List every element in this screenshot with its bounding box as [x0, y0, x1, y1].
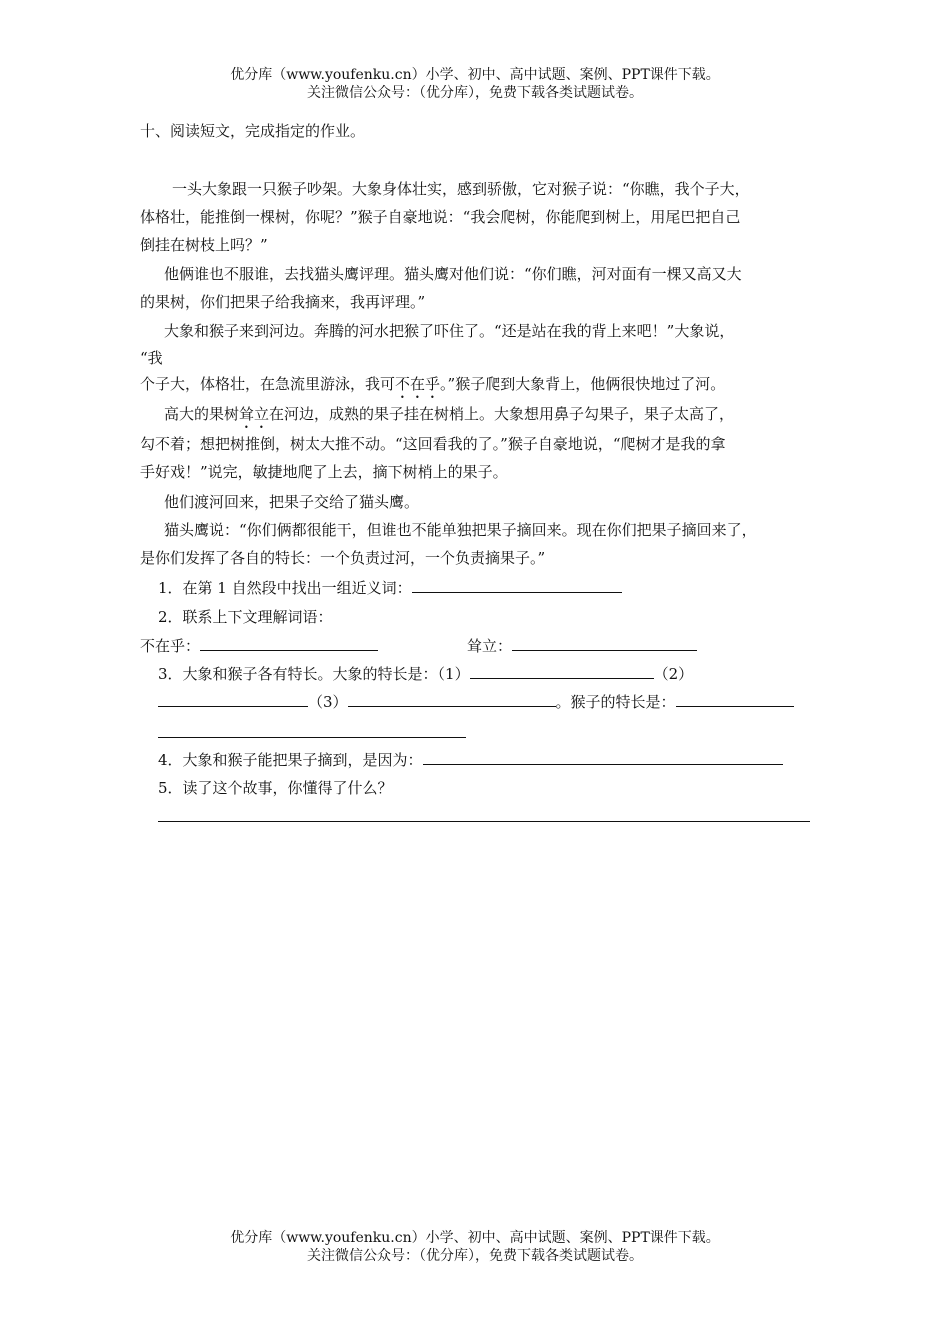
passage-line — [164, 404, 734, 432]
passage-line: “我 — [140, 349, 163, 367]
passage-line — [140, 374, 725, 402]
header-line-1: 优分库（www.youfenku.cn）小学、初中、高中试题、案例、PPT课件下载。 — [230, 67, 720, 83]
question-2-a — [140, 636, 378, 656]
passage-line: 大象和猴子来到河边。奔腾的河水把猴了吓住了。“还是站在我的背上来吧！”大象说， — [164, 322, 735, 340]
answer-blank-q5[interactable] — [158, 821, 810, 822]
section-title: 十、阅读短文，完成指定的作业。 — [140, 122, 366, 140]
answer-blank-monkey-1[interactable] — [676, 692, 794, 707]
question-2: 2．联系上下文理解词语： — [158, 608, 333, 626]
footer-line-1: 优分库（www.youfenku.cn）小学、初中、高中试题、案例、PPT课件下载。 — [230, 1230, 720, 1246]
passage-line: 的果树，你们把果子给我摘来，我再评理。” — [140, 293, 426, 311]
question-2-a-label: 不在乎： — [140, 637, 201, 655]
question-3 — [158, 664, 693, 684]
question-1-text: 1．在第 1 自然段中找出一组近义词： — [158, 579, 412, 597]
question-3-line-2 — [158, 692, 794, 712]
question-3-monkey-label: 。猴子的特长是： — [555, 693, 676, 711]
dotted-word-buzaihu: 不在乎 — [395, 375, 441, 393]
answer-blank-q1[interactable] — [412, 578, 622, 593]
question-3-num-3: （3） — [308, 693, 348, 711]
question-2-b — [467, 636, 697, 656]
passage-line: 体格壮，能推倒一棵树，你呢？”猴子自豪地说：“我会爬树，你能爬到树上，用尾巴把自己 — [140, 208, 741, 226]
passage-line: 他俩谁也不服谁，去找猫头鹰评理。猫头鹰对他们说：“你们瞧，河对面有一棵又高又大 — [164, 265, 742, 283]
answer-blank-elephant-1[interactable] — [470, 664, 654, 679]
passage-text: 高大的果树 — [164, 405, 240, 423]
answer-blank-monkey-2[interactable] — [158, 737, 466, 738]
answer-blank-buzaihu[interactable] — [200, 636, 378, 651]
answer-blank-elephant-2[interactable] — [158, 692, 308, 707]
passage-line: 猫头鹰说：“你们俩都很能干，但谁也不能单独把果子摘回来。现在你们把果子摘回来了， — [164, 521, 757, 539]
page-footer — [0, 1229, 950, 1265]
question-3-text: 3．大象和猴子各有特长。大象的特长是：（1） — [158, 665, 470, 683]
question-2-b-label: 耸立： — [467, 637, 513, 655]
passage-text: 个子大，体格壮，在急流里游泳，我可 — [140, 375, 396, 393]
answer-blank-songli[interactable] — [512, 636, 697, 651]
dotted-word-songli: 耸立 — [239, 405, 270, 423]
passage-line: 勾不着；想把树推倒，树太大推不动。“这回看我的了。”猴子自豪地说，“爬树才是我的拿 — [140, 435, 726, 453]
footer-line-2: 关注微信公众号：（优分库），免费下载各类试题试卷。 — [307, 1248, 643, 1264]
answer-blank-q4[interactable] — [423, 750, 783, 765]
page-header — [0, 66, 950, 102]
passage-line: 倒挂在树枝上吗？” — [140, 236, 268, 254]
passage-line: 是你们发挥了各自的特长：一个负责过河，一个负责摘果子。” — [140, 549, 546, 567]
passage-line: 一头大象跟一只猴子吵架。大象身体壮实，感到骄傲，它对猴子说：“你瞧，我个子大， — [172, 180, 750, 198]
question-3-num-2: （2） — [653, 665, 694, 683]
passage-text: 在河边，成熟的果子挂在树梢上。大象想用鼻子勾果子，果子太高了， — [269, 405, 735, 423]
question-5: 5．读了这个故事，你懂得了什么？ — [158, 779, 393, 797]
question-4 — [158, 750, 783, 770]
header-line-2: 关注微信公众号：（优分库），免费下载各类试题试卷。 — [307, 85, 643, 101]
passage-line: 手好戏！”说完，敏捷地爬了上去，摘下树梢上的果子。 — [140, 463, 508, 481]
question-4-text: 4．大象和猴子能把果子摘到，是因为： — [158, 751, 423, 769]
passage-line: 他们渡河回来，把果子交给了猫头鹰。 — [164, 493, 420, 511]
passage-text: 。”猴子爬到大象背上，他俩很快地过了河。 — [440, 375, 726, 393]
question-1 — [158, 578, 622, 598]
answer-blank-elephant-3[interactable] — [348, 692, 556, 707]
